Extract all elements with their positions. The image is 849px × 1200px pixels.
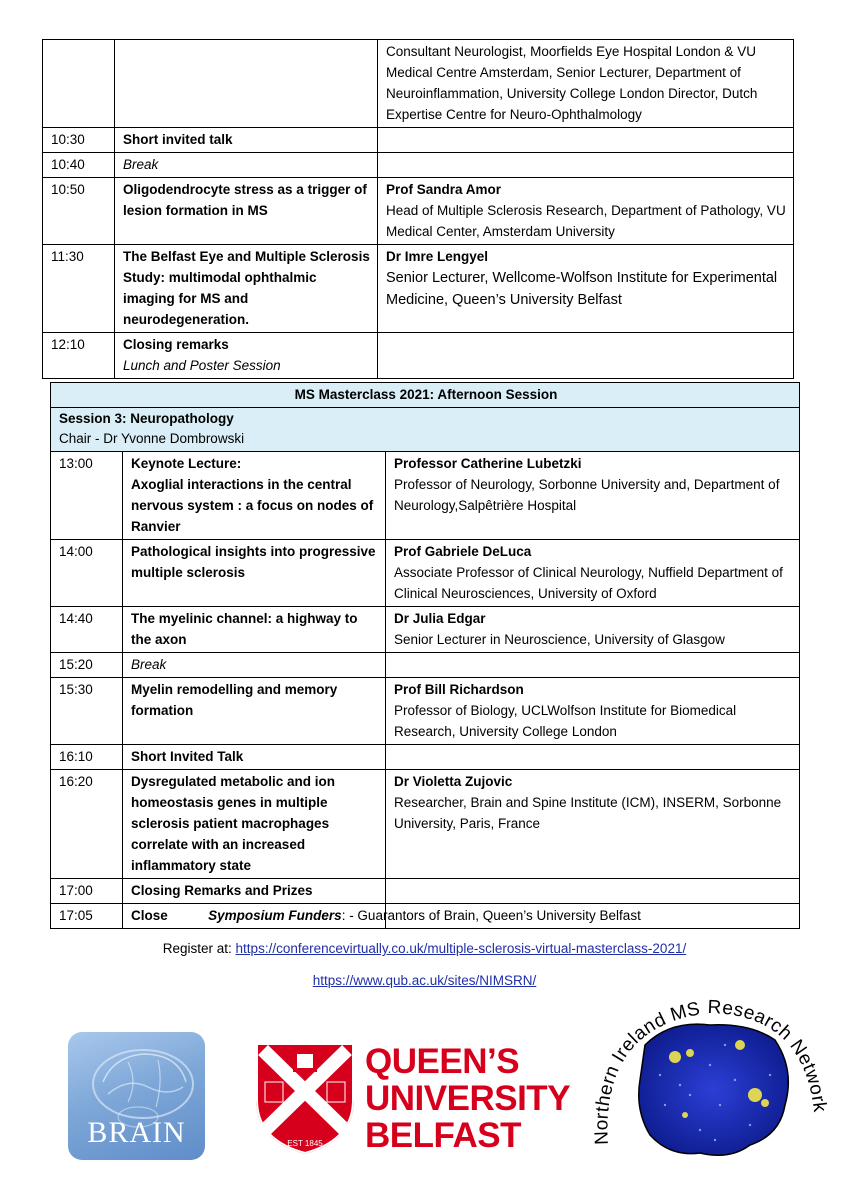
speaker-cell — [378, 128, 794, 153]
time-cell — [51, 607, 123, 653]
title-cell — [115, 245, 378, 333]
schedule-row — [43, 245, 794, 333]
time-cell — [43, 178, 115, 245]
nimsrn-logo — [590, 985, 830, 1180]
time-cell — [51, 653, 123, 678]
speaker-cell — [386, 452, 800, 540]
schedule-row — [43, 153, 794, 178]
time-cell — [51, 745, 123, 770]
speaker-name: Prof Sandra Amor — [386, 182, 502, 197]
speaker-name: Prof Gabriele DeLuca — [394, 544, 532, 559]
time-cell — [43, 245, 115, 333]
funders-label: Symposium Funders — [208, 908, 342, 923]
title-cell — [123, 678, 386, 745]
title-cell — [123, 653, 386, 678]
title-prefix: Keynote Lecture: — [131, 456, 242, 471]
funders-line — [0, 908, 849, 923]
schedule-row — [51, 678, 800, 745]
morning-schedule-table — [42, 39, 794, 379]
speaker-cell — [386, 607, 800, 653]
speaker-cell — [378, 178, 794, 245]
register-link[interactable]: https://conferencevirtually.co.uk/multiple-sclerosis-virtual-masterclass-2021/ — [235, 941, 687, 956]
speaker-cell — [386, 770, 800, 879]
time-cell — [43, 153, 115, 178]
afternoon-rows — [51, 452, 800, 929]
talk-title: Axoglial interactions in the central nervous system : a focus on nodes of Ranvier — [131, 477, 374, 534]
session-title: Session 3: Neuropathology — [59, 411, 234, 426]
title-cell — [115, 178, 378, 245]
speaker-details: Professor of Neurology, Sorbonne University and, Department of Neurology,Salpêtrière Hospital — [394, 477, 780, 513]
speaker-name: Prof Bill Richardson — [394, 682, 524, 697]
talk-title: Close — [131, 908, 168, 923]
speaker-cell — [378, 40, 794, 128]
time-text: 15:20 — [59, 657, 93, 672]
speaker-details: Researcher, Brain and Spine Institute (ICM), INSERM, Sorbonne University, Paris, France — [394, 795, 782, 831]
brain-logo-text: BRAIN — [87, 1116, 186, 1149]
schedule-row — [51, 653, 800, 678]
speaker-name: Professor Catherine Lubetzki — [394, 456, 582, 471]
qub-line1: QUEEN’S — [365, 1042, 520, 1081]
title-cell — [115, 128, 378, 153]
time-text: 12:10 — [51, 337, 85, 352]
title-cell — [123, 607, 386, 653]
title-cell — [115, 40, 378, 128]
title-cell — [115, 153, 378, 178]
ni-map-icon — [590, 985, 830, 1180]
schedule-row — [43, 128, 794, 153]
session-chair: Chair - Dr Yvonne Dombrowski — [59, 431, 245, 446]
speaker-details: Associate Professor of Clinical Neurology, Nuffield Department of Clinical Neurosciences, University of Oxford — [394, 565, 783, 601]
time-cell — [51, 879, 123, 904]
schedule-row — [51, 770, 800, 879]
speaker-details: Head of Multiple Sclerosis Research, Department of Pathology, VU Medical Center, Amsterdam University — [386, 203, 786, 239]
register-line — [0, 941, 849, 956]
time-cell — [43, 333, 115, 379]
time-text: 13:00 — [59, 456, 93, 471]
speaker-cell — [386, 879, 800, 904]
time-text: 16:10 — [59, 749, 93, 764]
title-cell — [123, 540, 386, 607]
talk-title: The Belfast Eye and Multiple Sclerosis Study: multimodal ophthalmic imaging for MS and neurodegeneration. — [123, 249, 370, 327]
talk-title: Closing Remarks and Prizes — [131, 883, 313, 898]
time-text: 14:00 — [59, 544, 93, 559]
time-text: 17:05 — [59, 908, 93, 923]
title-cell — [123, 879, 386, 904]
qub-logo — [253, 1040, 571, 1158]
funders-text: : - Guarantors of Brain, Queen’s University Belfast — [341, 908, 641, 923]
schedule-row — [43, 333, 794, 379]
talk-title: Pathological insights into progressive multiple sclerosis — [131, 544, 376, 580]
speaker-cell — [386, 678, 800, 745]
speaker-details: Professor of Biology, UCLWolfson Institute for Biomedical Research, University College London — [394, 703, 737, 739]
talk-title: Oligodendrocyte stress as a trigger of lesion formation in MS — [123, 182, 367, 218]
time-text: 16:20 — [59, 774, 93, 789]
time-cell — [51, 452, 123, 540]
title-cell — [123, 452, 386, 540]
schedule-row — [51, 745, 800, 770]
speaker-cell — [378, 153, 794, 178]
talk-title: Break — [131, 657, 167, 672]
afternoon-title: MS Masterclass 2021: Afternoon Session — [51, 383, 800, 408]
afternoon-header-row — [51, 383, 800, 408]
speaker-name: Dr Julia Edgar — [394, 611, 486, 626]
time-cell — [43, 128, 115, 153]
time-cell — [51, 770, 123, 879]
talk-title: Dysregulated metabolic and ion homeostasis genes in multiple sclerosis patient macrophages correlate with an increased inflammatory state — [131, 774, 336, 873]
time-cell — [43, 40, 115, 128]
talk-title: Closing remarks — [123, 337, 229, 352]
schedule-row — [43, 40, 794, 128]
title-cell — [115, 333, 378, 379]
talk-title: Break — [123, 157, 159, 172]
time-text: 17:00 — [59, 883, 93, 898]
time-text: 11:30 — [51, 249, 84, 264]
brain-logo — [68, 1032, 205, 1160]
nimsrn-logo-text: Northern Ireland MS Research Network — [591, 996, 830, 1146]
schedule-row — [51, 879, 800, 904]
talk-subtitle: Lunch and Poster Session — [123, 358, 281, 373]
qub-line2: UNIVERSITY — [365, 1079, 571, 1118]
morning-rows — [43, 40, 794, 379]
qub-est-text: EST 1845 — [287, 1139, 323, 1148]
qub-line3: BELFAST — [365, 1116, 521, 1155]
afternoon-schedule-table — [50, 382, 800, 929]
time-text: 14:40 — [59, 611, 93, 626]
talk-title: Short invited talk — [123, 132, 233, 147]
time-cell — [51, 540, 123, 607]
title-cell — [123, 745, 386, 770]
title-cell — [123, 770, 386, 879]
time-text: 15:30 — [59, 682, 93, 697]
qub-shield-icon — [253, 1040, 357, 1155]
time-text: 10:30 — [51, 132, 85, 147]
speaker-cell — [378, 245, 794, 333]
speaker-details: Senior Lecturer, Wellcome-Wolfson Institute for Experimental Medicine, Queen’s University Belfast — [386, 270, 778, 308]
speaker-details: Senior Lecturer in Neuroscience, University of Glasgow — [394, 632, 725, 647]
talk-title: The myelinic channel: a highway to the axon — [131, 611, 358, 647]
speaker-name: Dr Violetta Zujovic — [394, 774, 513, 789]
session-row — [51, 408, 800, 452]
speaker-details: Consultant Neurologist, Moorfields Eye Hospital London & VU Medical Centre Amsterdam, Senior Lecturer, Department of Neuroinflammation, University College London Director, Dutch Expertise Centre for Neuro-Ophthalmology — [386, 44, 758, 122]
time-cell — [51, 678, 123, 745]
talk-title: Short Invited Talk — [131, 749, 244, 764]
speaker-cell — [386, 745, 800, 770]
speaker-name: Dr Imre Lengyel — [386, 249, 489, 264]
schedule-row — [43, 178, 794, 245]
speaker-cell — [386, 540, 800, 607]
register-label: Register at: — [162, 941, 236, 956]
nimsrn-link[interactable]: https://www.qub.ac.uk/sites/NIMSRN/ — [312, 973, 537, 988]
time-text: 10:40 — [51, 157, 85, 172]
talk-title: Myelin remodelling and memory formation — [131, 682, 338, 718]
schedule-row — [51, 452, 800, 540]
schedule-row — [51, 607, 800, 653]
speaker-cell — [386, 653, 800, 678]
speaker-cell — [378, 333, 794, 379]
time-text: 10:50 — [51, 182, 85, 197]
schedule-row — [51, 540, 800, 607]
